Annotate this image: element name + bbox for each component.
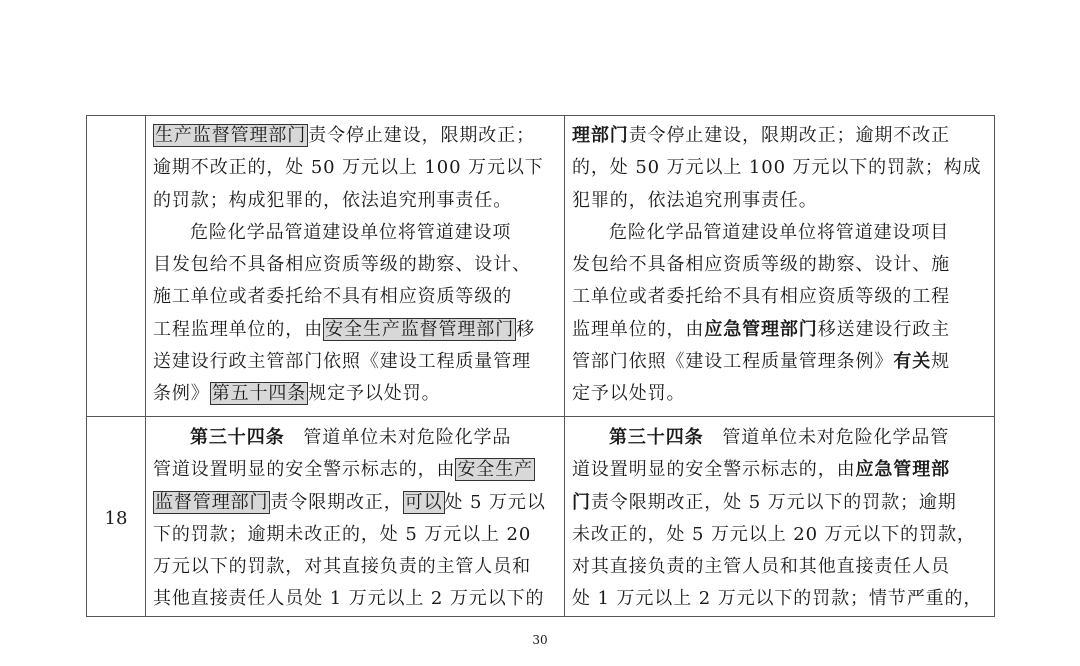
row-number: 18 (104, 507, 128, 529)
column-divider (145, 116, 146, 616)
highlight: 生产监督管理部门 (155, 125, 307, 146)
row1-original-text: 生产监督管理部门 责令停止建设，限期改正； 逾期不改正的，处 50 万元以上 100 万元以下 的罚款；构成犯罪的，依法追究刑事责任。 危险化学品管道建设单位将管道建设项 目发包给不具备相应资质等级的勘察、设计、 施工单位或者委托给不具有相应资质等级的 工程监理单位的，由 安全生产监督管理部门 移 送建设行政主管部门依照《建设工程质量管理 条例》 第五十四条 规定予以处罚。 (153, 125, 544, 405)
highlight: 第五十四条 (211, 383, 307, 405)
column-divider (564, 116, 565, 616)
highlight: 安全生产 (457, 459, 534, 481)
highlight: 安全生产监督管理部门 (325, 318, 515, 340)
row1-revised-text: 理部门责令停止建设，限期改正；逾期不改正 的，处 50 万元以上 100 万元以下的罚款；构成 犯罪的，依法追究刑事责任。 危险化学品管道建设单位将管道建设项目 发包给不具备相应资质等级的勘察、设计、施 工单位或者委托给不具有相应资质等级的工程 监理单位的，由应急管理部门移送建设行政主 管部门依照《建设工程质量管理条例》有关规 定予以处罚。 (572, 125, 982, 405)
page-number: 30 (532, 633, 548, 647)
row-divider (87, 416, 994, 417)
comparison-table (86, 115, 995, 617)
highlight: 监督管理部门 (155, 491, 269, 513)
row2-revised-text: 第三十四条 管道单位未对危险化学品管 道设置明显的安全警示标志的，由应急管理部 门责令限期改正，处 5 万元以下的罚款；逾期 未改正的，处 5 万元以上 20 万元以下的罚款， 对其直接负责的主管人员和其他直接责任人员 处 1 万元以上 2 万元以下的罚款；情节严重的， (572, 427, 983, 610)
row2-original-text: 第三十四条 管道单位未对危险化学品 管道设置明显的安全警示标志的，由 安全生产 监督管理部门 责令限期改正， 可以 处 5 万元以 下的罚款；逾期未改正的，处 5 万元以上 20 万元以下的罚款，对其直接负责的主管人员和 其他直接责任人员处 1 万元以上 2 万元以下的 (153, 427, 546, 610)
highlight: 可以 (404, 491, 443, 513)
